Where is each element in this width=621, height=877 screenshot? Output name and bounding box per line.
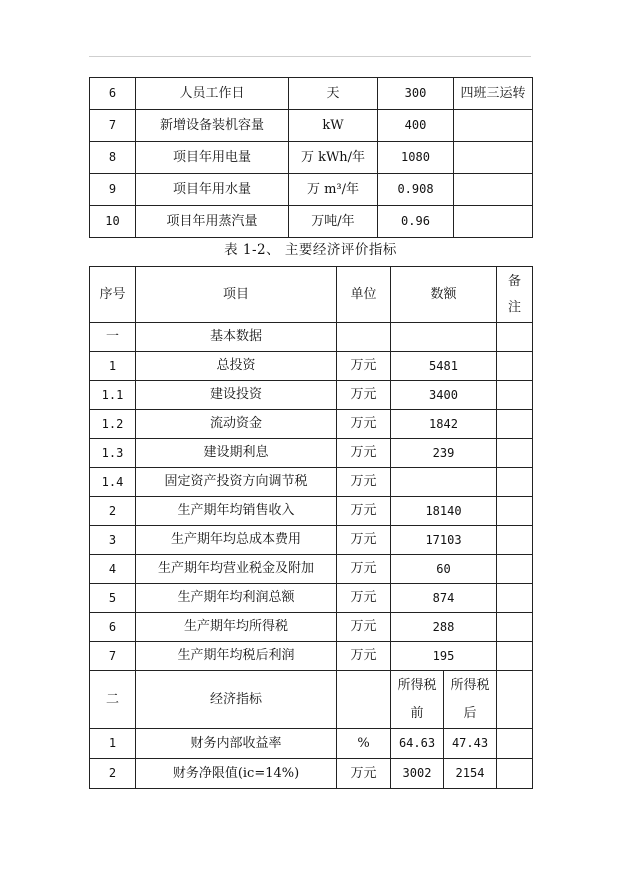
item-name: 总投资 (136, 352, 337, 381)
note-cell (497, 526, 533, 555)
note-cell (497, 613, 533, 642)
item-name: 生产期年均销售收入 (136, 497, 337, 526)
unit-cell: 万元 (337, 613, 391, 642)
unit-cell: 万元 (337, 468, 391, 497)
item-name: 项目年用蒸汽量 (136, 206, 289, 238)
row-number: 10 (90, 206, 136, 238)
row-number: 1.1 (90, 381, 136, 410)
item-name: 固定资产投资方向调节税 (136, 468, 337, 497)
note-cell (497, 497, 533, 526)
table-row (90, 78, 533, 110)
unit-cell: % (337, 729, 391, 759)
page-header-rule (89, 56, 531, 57)
unit-cell: 天 (289, 78, 378, 110)
unit-cell: 万 m³/年 (289, 174, 378, 206)
row-number: 6 (90, 78, 136, 110)
row-number: 1.3 (90, 439, 136, 468)
section-row (90, 671, 533, 729)
economic-indicators-table (89, 266, 533, 789)
unit-cell: kW (289, 110, 378, 142)
value-cell: 5481 (391, 352, 497, 381)
pre-tax-header: 所得税前 (391, 671, 444, 729)
item-name: 项目年用电量 (136, 142, 289, 174)
table-row (90, 110, 533, 142)
unit-cell: 万元 (337, 352, 391, 381)
value-cell: 18140 (391, 497, 497, 526)
note-cell (454, 110, 533, 142)
item-name: 生产期年均营业税金及附加 (136, 555, 337, 584)
unit-cell: 万元 (337, 526, 391, 555)
table-row (90, 642, 533, 671)
table-row (90, 206, 533, 238)
value-cell (391, 468, 497, 497)
header-unit: 单位 (337, 267, 391, 323)
item-name: 财务内部收益率 (136, 729, 337, 759)
unit-cell (337, 323, 391, 352)
unit-cell: 万元 (337, 497, 391, 526)
item-name: 生产期年均总成本费用 (136, 526, 337, 555)
table-row (90, 410, 533, 439)
note-cell (497, 584, 533, 613)
row-number: 4 (90, 555, 136, 584)
header-no: 序号 (90, 267, 136, 323)
row-number: 2 (90, 759, 136, 789)
table-row (90, 381, 533, 410)
note-cell (454, 206, 533, 238)
value-cell: 17103 (391, 526, 497, 555)
item-name: 流动资金 (136, 410, 337, 439)
note-cell (497, 671, 533, 729)
header-value: 数额 (391, 267, 497, 323)
header-note: 备注 (497, 267, 533, 323)
note-cell (454, 142, 533, 174)
item-name: 建设投资 (136, 381, 337, 410)
note-cell (497, 381, 533, 410)
table-row (90, 759, 533, 789)
table-row (90, 468, 533, 497)
unit-cell: 万吨/年 (289, 206, 378, 238)
row-number: 3 (90, 526, 136, 555)
unit-cell: 万 kWh/年 (289, 142, 378, 174)
table-row (90, 613, 533, 642)
value-cell: 300 (378, 78, 454, 110)
note-cell (497, 439, 533, 468)
note-cell (497, 352, 533, 381)
note-cell (497, 642, 533, 671)
item-name: 财务净限值(ic=14%) (136, 759, 337, 789)
table-row (90, 439, 533, 468)
value-cell: 3400 (391, 381, 497, 410)
note-cell (497, 468, 533, 497)
row-number: 1.2 (90, 410, 136, 439)
item-name: 人员工作日 (136, 78, 289, 110)
unit-cell: 万元 (337, 642, 391, 671)
unit-cell: 万元 (337, 439, 391, 468)
section-number: 一 (90, 323, 136, 352)
value-cell: 288 (391, 613, 497, 642)
table-row (90, 526, 533, 555)
note-cell (497, 729, 533, 759)
section-row (90, 323, 533, 352)
row-number: 7 (90, 642, 136, 671)
header-row (90, 267, 533, 323)
value-cell: 0.96 (378, 206, 454, 238)
unit-cell (337, 671, 391, 729)
row-number: 7 (90, 110, 136, 142)
unit-cell: 万元 (337, 410, 391, 439)
value-cell: 0.908 (378, 174, 454, 206)
resource-consumption-table (89, 77, 533, 238)
pre-tax-value: 64.63 (391, 729, 444, 759)
value-cell: 60 (391, 555, 497, 584)
table-row (90, 584, 533, 613)
value-cell: 1080 (378, 142, 454, 174)
post-tax-value: 2154 (444, 759, 497, 789)
table-caption: 表 1-2、 主要经济评价指标 (224, 242, 397, 258)
item-name: 新增设备装机容量 (136, 110, 289, 142)
note-cell (497, 759, 533, 789)
item-name: 生产期年均税后利润 (136, 642, 337, 671)
unit-cell: 万元 (337, 584, 391, 613)
row-number: 6 (90, 613, 136, 642)
row-number: 5 (90, 584, 136, 613)
section-title: 基本数据 (136, 323, 337, 352)
note-cell (497, 555, 533, 584)
value-cell: 239 (391, 439, 497, 468)
header-item: 项目 (136, 267, 337, 323)
item-name: 项目年用水量 (136, 174, 289, 206)
unit-cell: 万元 (337, 759, 391, 789)
item-name: 生产期年均利润总额 (136, 584, 337, 613)
post-tax-header: 所得税后 (444, 671, 497, 729)
value-cell: 874 (391, 584, 497, 613)
row-number: 1.4 (90, 468, 136, 497)
unit-cell: 万元 (337, 555, 391, 584)
note-cell: 四班三运转 (454, 78, 533, 110)
table-row (90, 142, 533, 174)
note-cell (497, 410, 533, 439)
table-row (90, 555, 533, 584)
value-cell: 400 (378, 110, 454, 142)
row-number: 1 (90, 352, 136, 381)
value-cell: 195 (391, 642, 497, 671)
row-number: 8 (90, 142, 136, 174)
item-name: 建设期利息 (136, 439, 337, 468)
table-row (90, 497, 533, 526)
row-number: 2 (90, 497, 136, 526)
note-cell (454, 174, 533, 206)
post-tax-value: 47.43 (444, 729, 497, 759)
value-cell (391, 323, 497, 352)
value-cell: 1842 (391, 410, 497, 439)
table-row (90, 729, 533, 759)
note-cell (497, 323, 533, 352)
section-number: 二 (90, 671, 136, 729)
row-number: 1 (90, 729, 136, 759)
row-number: 9 (90, 174, 136, 206)
pre-tax-value: 3002 (391, 759, 444, 789)
table-row (90, 174, 533, 206)
section-title: 经济指标 (136, 671, 337, 729)
table-row (90, 352, 533, 381)
item-name: 生产期年均所得税 (136, 613, 337, 642)
unit-cell: 万元 (337, 381, 391, 410)
